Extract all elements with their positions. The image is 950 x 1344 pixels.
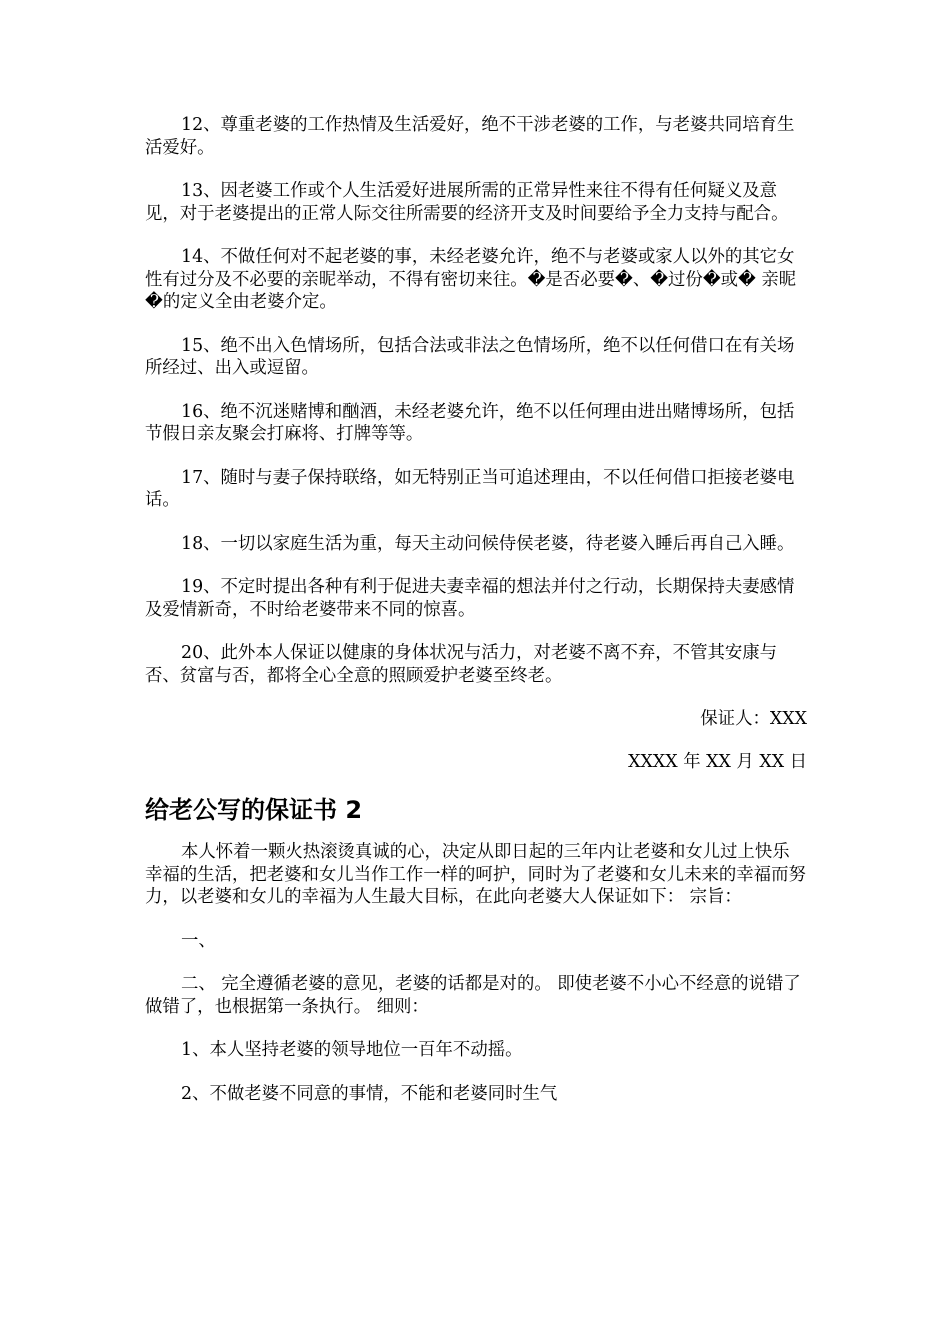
clause-18: 18、一切以家庭生活为重，每天主动问候侍侯老婆，待老婆入睡后再自己入睡。 — [181, 533, 795, 554]
section-2-item-two: 二、 完全遵循老婆的意见，老婆的话都是对的。 即使老婆不小心不经意的说错了做错了，也根据第一条执行。 细则： — [145, 974, 801, 1017]
clause-13: 13、因老婆工作或个人生活爱好进展所需的正常异性来往不得有任何疑义及意见，对于老婆提出的正常人际交往所需要的经济开支及时间要给予全力支持与配合。 — [145, 181, 789, 224]
section-2-item-one: 一、 — [181, 930, 216, 951]
clause-17: 17、随时与妻子保持联络，如无特别正当可追述理由，不以任何借口拒接老婆电话。 — [145, 467, 795, 510]
clause-14: 14、不做任何对不起老婆的事，未经老婆允许，绝不与老婆或家人以外的其它女性有过分及不必要的亲昵举动，不得有密切来往。�是否必要�、�过份�或� 亲昵�的定义全由老婆介定。 — [145, 247, 797, 312]
signature-date: XXXX 年 XX 月 XX 日 — [628, 751, 807, 772]
section-2-rule-1: 1、本人坚持老婆的领导地位一百年不动摇。 — [181, 1040, 523, 1060]
clause-12: 12、尊重老婆的工作热情及生活爱好，绝不干涉老婆的工作，与老婆共同培育生活爱好。 — [145, 115, 795, 158]
clause-16: 16、绝不沉迷赌博和酗酒，未经老婆允许，绝不以任何理由进出赌博场所，包括节假日亲友聚会打麻将、打牌等等。 — [145, 401, 795, 444]
document-page — [145, 114, 807, 1126]
clause-19: 19、不定时提出各种有利于促进夫妻幸福的想法并付之行动，长期保持夫妻感情及爱情新奇，不时给老婆带来不同的惊喜。 — [145, 577, 795, 620]
guarantor-signature: 保证人：XXX — [700, 709, 807, 729]
section-2-title: 给老公写的保证书 2 — [145, 796, 363, 824]
clause-20: 20、此外本人保证以健康的身体状况与活力，对老婆不离不弃，不管其安康与否、贫富与否，都将全心全意的照顾爱护老婆至终老。 — [145, 643, 778, 686]
section-2-rule-2: 2、不做老婆不同意的事情，不能和老婆同时生气 — [181, 1083, 558, 1104]
section-2-intro: 本人怀着一颗火热滚烫真诚的心，决定从即日起的三年内让老婆和女儿过上快乐幸福的生活，把老婆和女儿当作工作一样的呵护，同时为了老婆和女儿未来的幸福而努力，以老婆和女儿的幸福为人生最大目标，在此向老婆大人保证如下： 宗旨： — [145, 842, 806, 907]
clause-15: 15、绝不出入色情场所，包括合法或非法之色情场所，绝不以任何借口在有关场所经过、出入或逗留。 — [145, 335, 795, 378]
